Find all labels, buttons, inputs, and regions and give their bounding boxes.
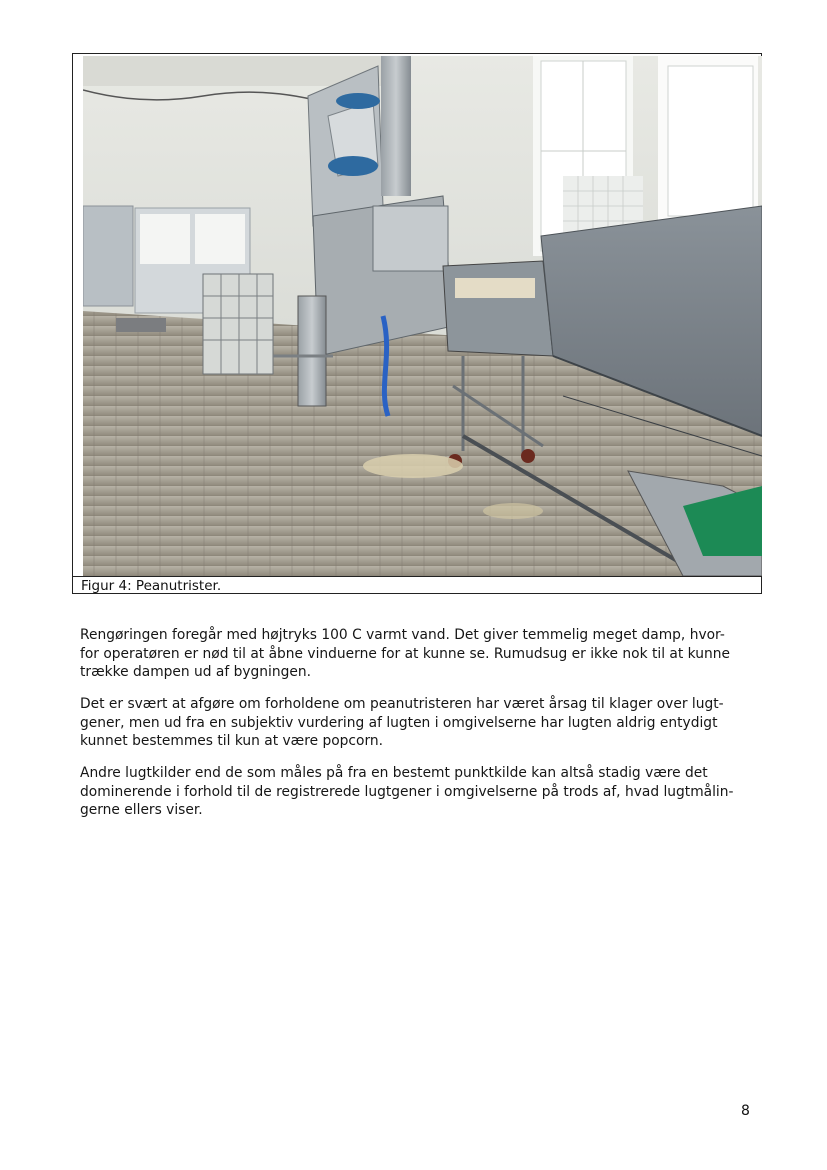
- text-line: for operatøren er nød til at åbne vinduerne for at kunne se. Rumudsug er ikke nok til at kunne: [80, 645, 730, 662]
- paragraph-assessment: [80, 695, 760, 751]
- text-line: gerne ellers viser.: [80, 802, 203, 818]
- text-line: Rengøringen foregår med højtryks 100 C varmt vand. Det giver temmelig meget damp, hvor-: [80, 627, 725, 643]
- page-number: 8: [741, 1103, 750, 1119]
- paragraph-cleaning: [80, 626, 760, 682]
- text-line: dominerende i forhold til de registrerede lugtgener i omgivelserne på trods af, hvad lugtmålin-: [80, 783, 734, 800]
- figure: [72, 53, 762, 594]
- figure-caption-bar: [73, 576, 761, 594]
- text-line: Det er svært at afgøre om forholdene om peanutristeren har været årsag til klager over lugt-: [80, 696, 724, 712]
- text-line: trække dampen ud af bygningen.: [80, 664, 311, 680]
- paragraph-other-sources: [80, 764, 760, 820]
- figure-caption: Figur 4: Peanutrister.: [81, 578, 222, 594]
- text-line: kunnet bestemmes til kun at være popcorn.: [80, 733, 384, 749]
- factory-photo: [83, 56, 762, 576]
- text-line: Andre lugtkilder end de som måles på fra en bestemt punktkilde kan altså stadig være det: [80, 765, 708, 781]
- text-line: gener, men ud fra en subjektiv vurdering af lugten i omgivelserne har lugten aldrig entydigt: [80, 714, 718, 731]
